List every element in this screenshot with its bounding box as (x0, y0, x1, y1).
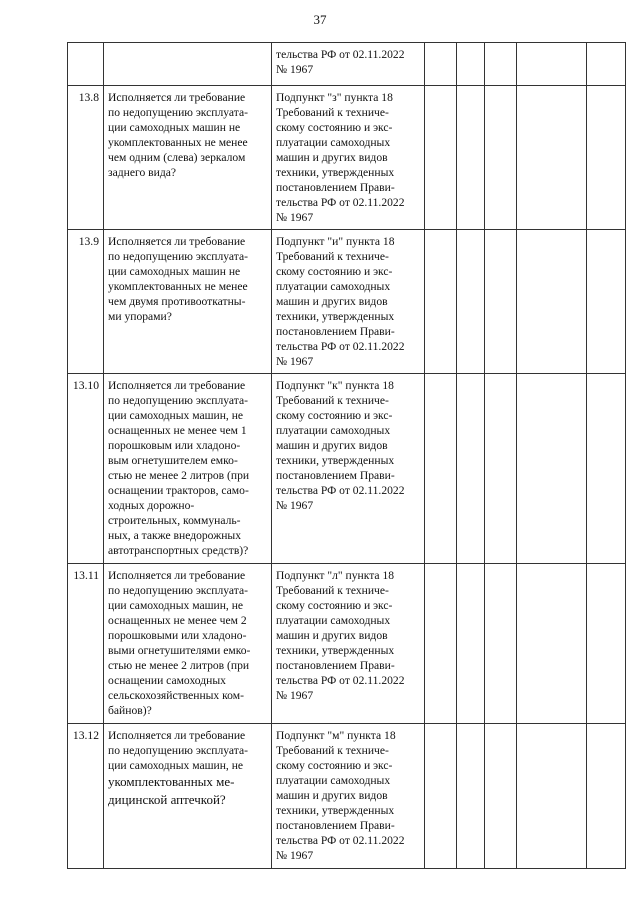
reference-line: постановлением Прави- (276, 469, 395, 482)
row-number: 13.11 (68, 564, 104, 724)
question-cell (104, 43, 272, 86)
reference-line: Требований к техниче- (276, 106, 389, 119)
reference-cell (272, 724, 425, 869)
no-cell (457, 230, 485, 374)
question-line: порошковыми или хладоно- (108, 629, 247, 642)
reference-line: Подпункт "м" пункта 18 (276, 729, 396, 742)
reference-line: скому состоянию и экс- (276, 265, 393, 278)
reference-line: машин и других видов (276, 629, 388, 642)
reference-line: техники, утвержденных (276, 454, 395, 467)
question-line: чем двумя противооткатны- (108, 295, 246, 308)
number-cell (68, 43, 104, 86)
reference-line: № 1967 (276, 355, 314, 368)
table-row (68, 86, 626, 230)
reference-line: машин и других видов (276, 439, 388, 452)
reference-line: тельства РФ от 02.11.2022 (276, 484, 405, 497)
comment-cell (517, 564, 587, 724)
question-line: по недопущению эксплуата- (108, 250, 248, 263)
question-line: оснащении тракторов, само- (108, 484, 249, 497)
question-line: чем одним (слева) зеркалом (108, 151, 246, 164)
reference-line: машин и других видов (276, 789, 388, 802)
reference-line: № 1967 (276, 849, 314, 862)
row-number: 13.8 (68, 86, 104, 230)
question-line: выми огнетушителями емко- (108, 644, 251, 657)
question-line: ции самоходных машин, не (108, 409, 244, 422)
reference-line: машин и других видов (276, 151, 388, 164)
reference-line: плуатации самоходных (276, 774, 391, 787)
extra-cell (587, 43, 626, 86)
no-cell (457, 86, 485, 230)
question-line: байнов)? (108, 704, 152, 717)
table-row (68, 230, 626, 374)
reference-line: постановлением Прави- (276, 819, 395, 832)
question-cell (104, 374, 272, 564)
table-row (68, 564, 626, 724)
extra-cell (587, 724, 626, 869)
reference-line: Подпункт "к" пункта 18 (276, 379, 394, 392)
comment-cell (517, 43, 587, 86)
reference-line: плуатации самоходных (276, 614, 391, 627)
table-row-continuation (68, 43, 626, 86)
yes-cell (425, 564, 457, 724)
reference-line: техники, утвержденных (276, 804, 395, 817)
reference-line: Требований к техниче- (276, 744, 389, 757)
yes-cell (425, 724, 457, 869)
reference-line: Подпункт "з" пункта 18 (276, 91, 393, 104)
reference-line: скому состоянию и экс- (276, 599, 393, 612)
reference-line: тельства РФ от 02.11.2022 (276, 834, 405, 847)
yes-cell (425, 43, 457, 86)
question-line: сельскохозяйственных ком- (108, 689, 244, 702)
extra-cell (587, 374, 626, 564)
checklist-table (67, 42, 626, 869)
reference-cell (272, 230, 425, 374)
question-line: оснащенных не менее чем 2 (108, 614, 247, 627)
question-cell (104, 86, 272, 230)
yes-cell (425, 374, 457, 564)
na-cell (485, 86, 517, 230)
reference-line: Требований к техниче- (276, 394, 389, 407)
question-cell (104, 230, 272, 374)
no-cell (457, 374, 485, 564)
question-line: заднего вида? (108, 166, 177, 179)
reference-line: техники, утвержденных (276, 166, 395, 179)
question-line: ции самоходных машин, не (108, 599, 244, 612)
question-line: по недопущению эксплуата- (108, 584, 248, 597)
question-cell (104, 564, 272, 724)
na-cell (485, 724, 517, 869)
reference-cell (272, 374, 425, 564)
question-line: дицинской аптечкой? (108, 792, 226, 807)
row-number: 13.10 (68, 374, 104, 564)
reference-line: постановлением Прави- (276, 659, 395, 672)
no-cell (457, 43, 485, 86)
reference-line: техники, утвержденных (276, 310, 395, 323)
comment-cell (517, 230, 587, 374)
reference-line: тельства РФ от 02.11.2022 (276, 196, 405, 209)
question-line: строительных, коммуналь- (108, 514, 241, 527)
comment-cell (517, 374, 587, 564)
reference-line: постановлением Прави- (276, 181, 395, 194)
question-line: по недопущению эксплуата- (108, 744, 248, 757)
yes-cell (425, 86, 457, 230)
question-line: автотранспортных средств)? (108, 544, 249, 557)
question-line: по недопущению эксплуата- (108, 394, 248, 407)
question-line: ции самоходных машин, не (108, 759, 244, 772)
na-cell (485, 374, 517, 564)
reference-cell (272, 564, 425, 724)
na-cell (485, 43, 517, 86)
question-line: Исполняется ли требование (108, 569, 246, 582)
table-row (68, 374, 626, 564)
question-line: Исполняется ли требование (108, 379, 246, 392)
reference-line: машин и других видов (276, 295, 388, 308)
comment-cell (517, 86, 587, 230)
row-number: 13.12 (68, 724, 104, 869)
no-cell (457, 564, 485, 724)
question-line: оснащении самоходных (108, 674, 226, 687)
na-cell (485, 230, 517, 374)
page-number: 37 (313, 12, 327, 27)
question-line: по недопущению эксплуата- (108, 106, 248, 119)
reference-line: скому состоянию и экс- (276, 121, 393, 134)
question-line: вым огнетушителем емко- (108, 454, 238, 467)
reference-cell (272, 43, 425, 86)
reference-line: № 1967 (276, 63, 314, 76)
question-line: оснащенных не менее чем 1 (108, 424, 247, 437)
comment-cell (517, 724, 587, 869)
table-row (68, 724, 626, 869)
question-line: Исполняется ли требование (108, 91, 246, 104)
extra-cell (587, 564, 626, 724)
reference-line: плуатации самоходных (276, 280, 391, 293)
question-line: ции самоходных машин не (108, 121, 241, 134)
question-line: стью не менее 2 литров (при (108, 469, 250, 482)
question-line: ми упорами? (108, 310, 172, 323)
question-line: укомплектованных ме- (108, 774, 235, 789)
question-line: Исполняется ли требование (108, 729, 246, 742)
reference-line: Подпункт "л" пункта 18 (276, 569, 395, 582)
extra-cell (587, 86, 626, 230)
question-line: ции самоходных машин не (108, 265, 241, 278)
reference-line: скому состоянию и экс- (276, 409, 393, 422)
reference-line: техники, утвержденных (276, 644, 395, 657)
reference-line: Подпункт "и" пункта 18 (276, 235, 395, 248)
na-cell (485, 564, 517, 724)
reference-line: № 1967 (276, 211, 314, 224)
reference-line: плуатации самоходных (276, 424, 391, 437)
reference-line: тельства РФ от 02.11.2022 (276, 340, 405, 353)
question-line: стью не менее 2 литров (при (108, 659, 250, 672)
reference-line: тельства РФ от 02.11.2022 (276, 48, 405, 61)
reference-line: № 1967 (276, 689, 314, 702)
yes-cell (425, 230, 457, 374)
no-cell (457, 724, 485, 869)
reference-line: Требований к техниче- (276, 250, 389, 263)
reference-line: скому состоянию и экс- (276, 759, 393, 772)
question-line: ходных дорожно- (108, 499, 195, 512)
question-line: Исполняется ли требование (108, 235, 246, 248)
reference-line: № 1967 (276, 499, 314, 512)
row-number: 13.9 (68, 230, 104, 374)
reference-line: тельства РФ от 02.11.2022 (276, 674, 405, 687)
question-line: порошковым или хладоно- (108, 439, 241, 452)
question-line: укомплектованных не менее (108, 280, 248, 293)
question-cell (104, 724, 272, 869)
reference-line: Требований к техниче- (276, 584, 389, 597)
question-line: укомплектованных не менее (108, 136, 248, 149)
extra-cell (587, 230, 626, 374)
question-line: ных, а также внедорожных (108, 529, 241, 542)
reference-line: плуатации самоходных (276, 136, 391, 149)
reference-line: постановлением Прави- (276, 325, 395, 338)
reference-cell (272, 86, 425, 230)
